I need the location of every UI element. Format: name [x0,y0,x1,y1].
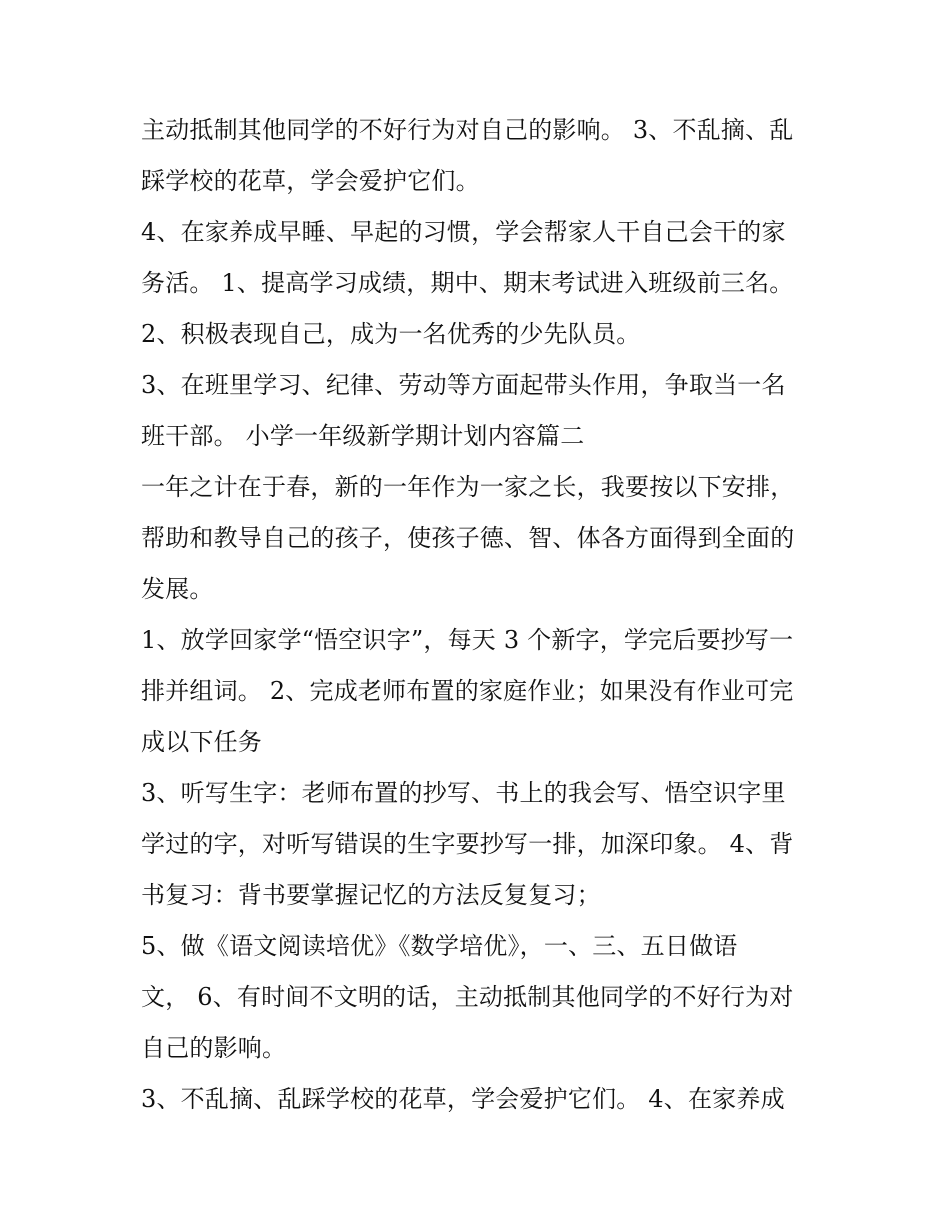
text-line: 学过的字，对听写错误的生字要抄写一排，加深印象。 4、背 [141,830,794,858]
document-body [141,108,831,1128]
text-line: 4、在家养成早睡、早起的习惯，学会帮家人干自己会干的家 [141,218,786,246]
text-line: 务活。 1、提高学习成绩，期中、期末考试进入班级前三名。 [141,269,794,297]
text-line: 文， 6、有时间不文明的话，主动抵制其他同学的不好行为对 [141,983,794,1011]
text-line: 书复习：背书要掌握记忆的方法反复复习； [141,881,601,909]
text-line: 成以下任务 [141,728,262,756]
text-line: 3、听写生字：老师布置的抄写、书上的我会写、悟空识字里 [141,779,786,807]
text-line: 3、不乱摘、乱踩学校的花草，学会爱护它们。 4、在家养成 [141,1085,785,1113]
text-line: 主动抵制其他同学的不好行为对自己的影响。 3、不乱摘、乱 [141,116,794,144]
text-line: 一年之计在于春，新的一年作为一家之长，我要按以下安排， [141,473,795,501]
text-line: 2、积极表现自己，成为一名优秀的少先队员。 [141,320,641,348]
text-line: 发展。 [141,575,214,603]
text-line: 1、放学回家学“悟空识字”，每天 3 个新字，学完后要抄写一 [141,626,794,654]
text-line: 班干部。 小学一年级新学期计划内容篇二 [141,422,585,450]
text-line: 排并组词。 2、完成老师布置的家庭作业；如果没有作业可完 [141,677,794,705]
text-line: 自己的影响。 [141,1034,287,1062]
text-line: 5、做《语文阅读培优》《数学培优》，一、三、五日做语 [141,932,738,960]
text-line: 踩学校的花草，学会爱护它们。 [141,167,480,195]
text-line: 帮助和教导自己的孩子，使孩子德、智、体各方面得到全面的 [141,524,795,552]
text-line: 3、在班里学习、纪律、劳动等方面起带头作用，争取当一名 [141,371,786,399]
